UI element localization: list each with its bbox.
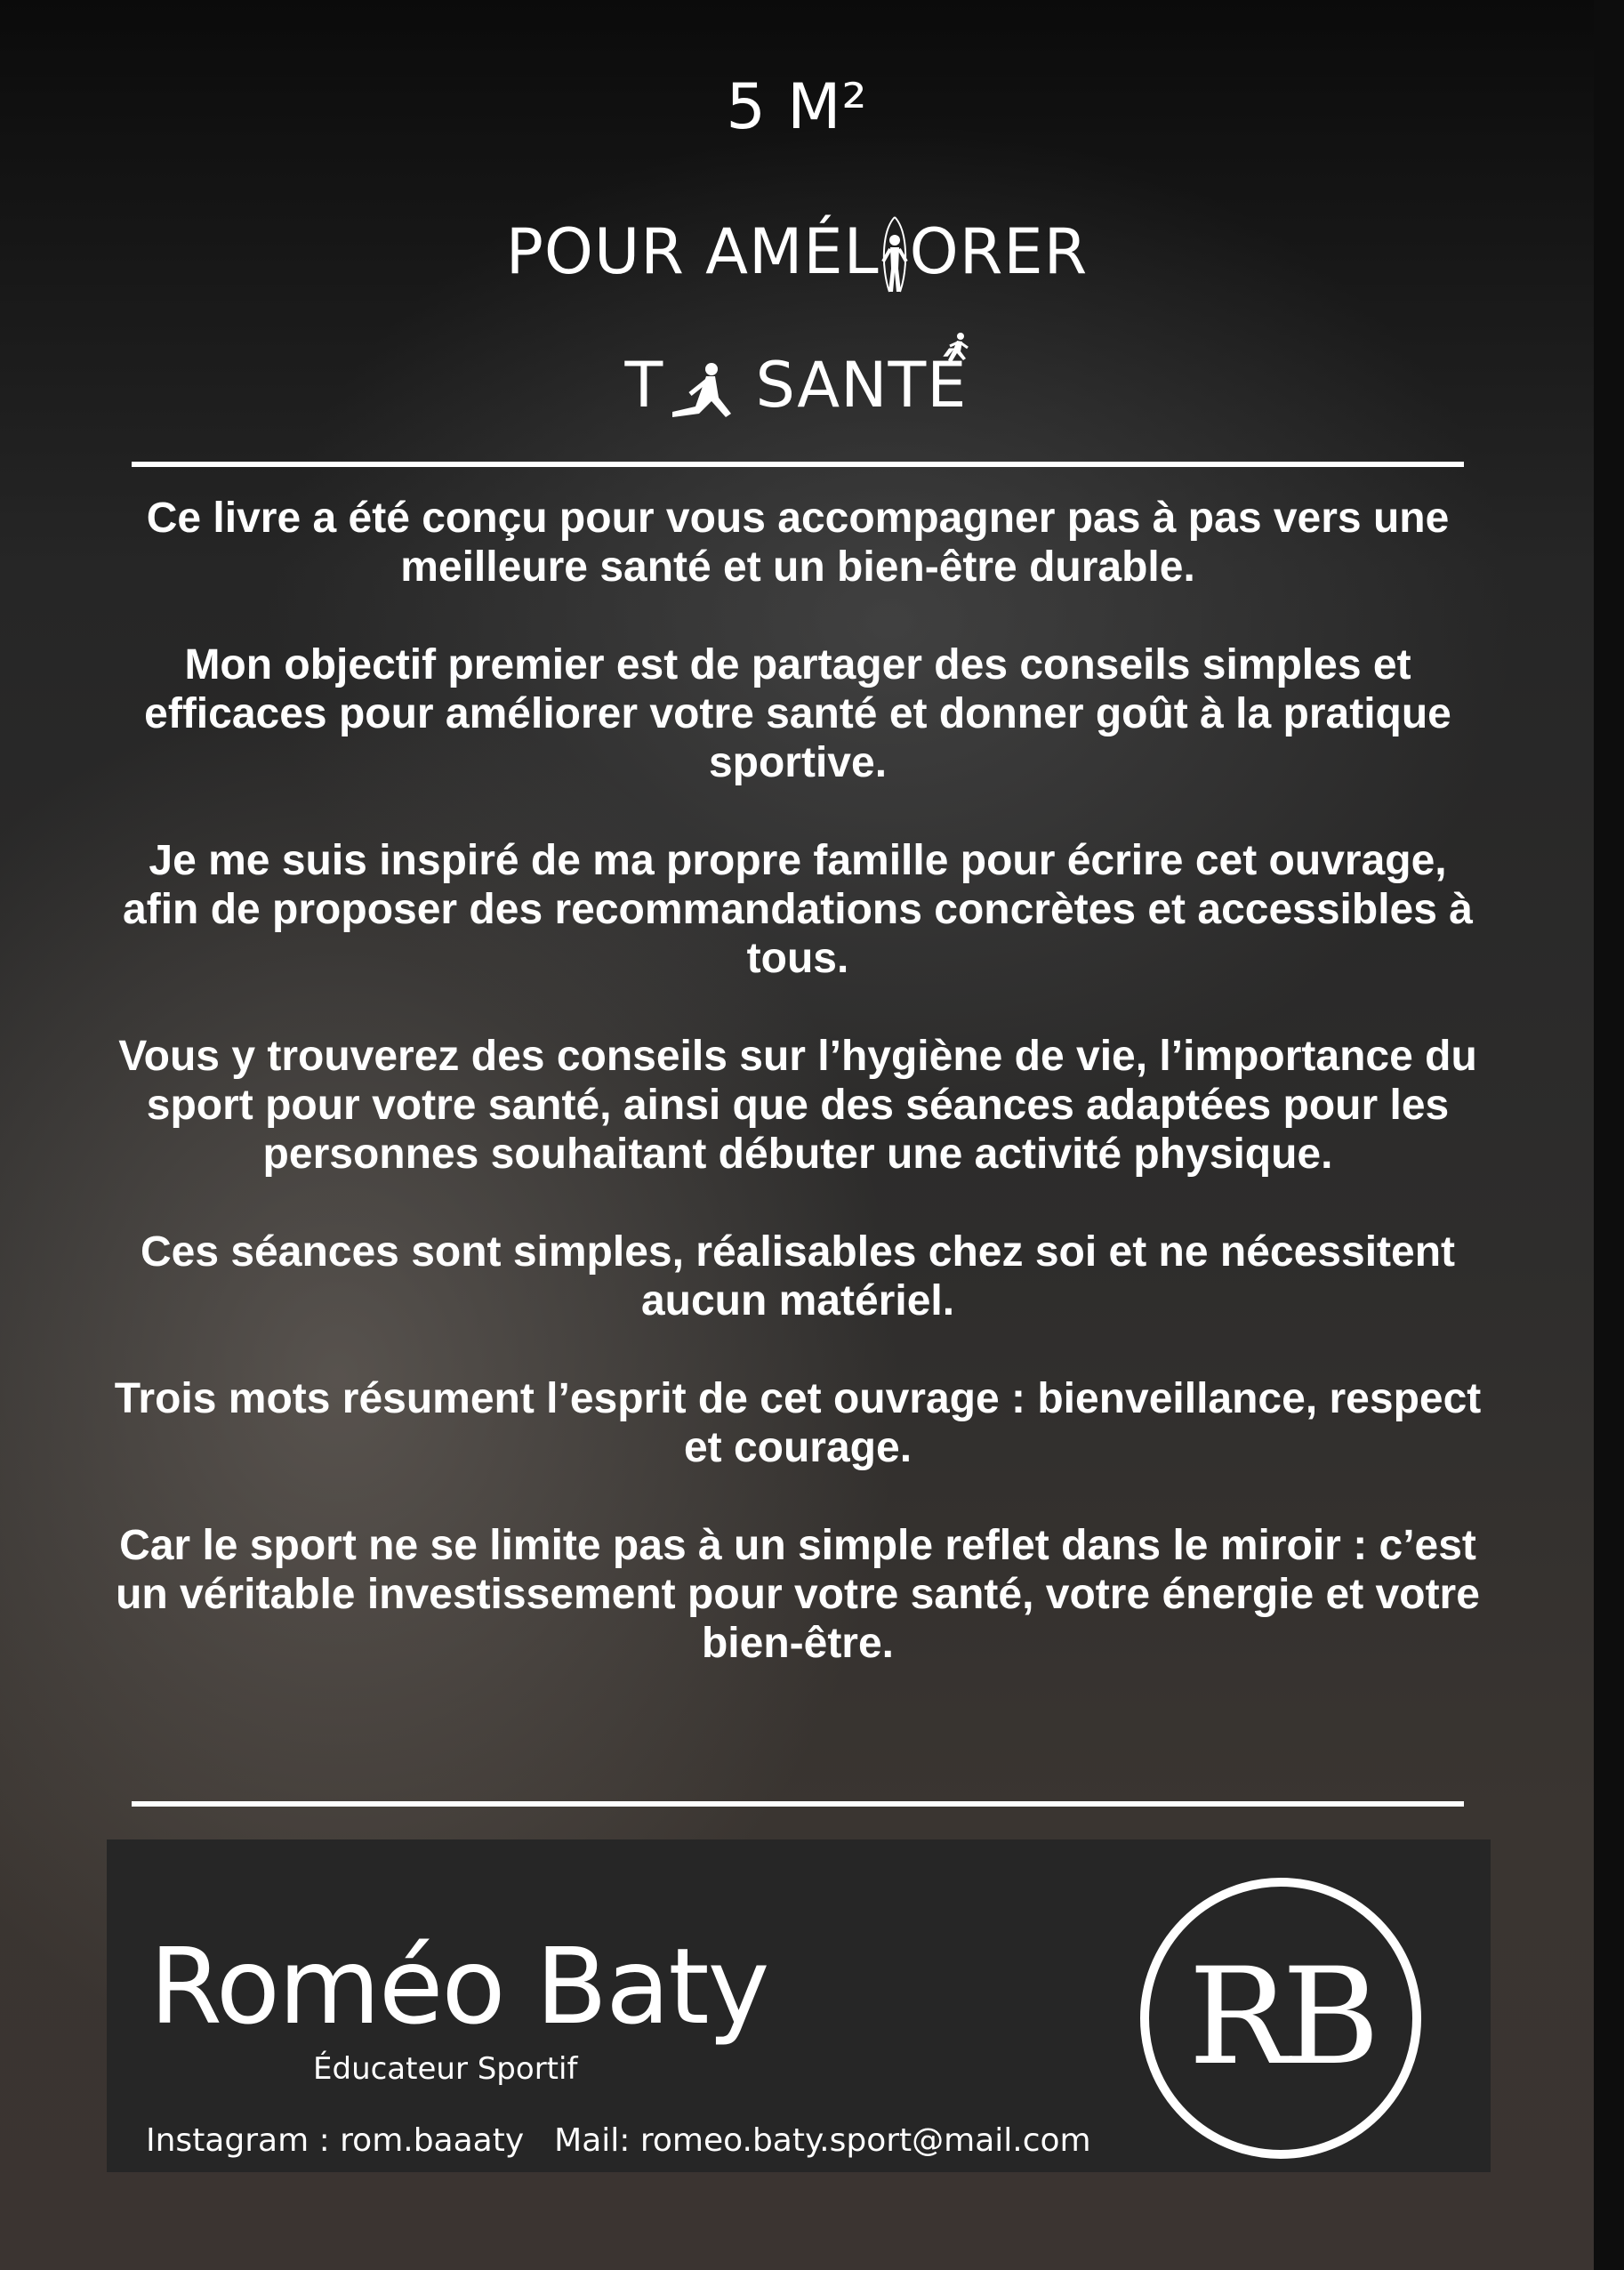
paragraph-7: Car le sport ne se limite pas à un simple reflet dans le miroir : c’est un véritable investissement pour votre santé, votre énergie et votre bien-être. xyxy=(116,1522,1480,1667)
title-line-3-end: SANTÉ xyxy=(755,349,968,422)
title-line-3 xyxy=(0,318,1594,452)
author-role: Éducateur Sportif xyxy=(313,2051,578,2087)
book-title xyxy=(0,53,1594,452)
description-text xyxy=(107,494,1489,1717)
top-divider xyxy=(132,462,1464,467)
paragraph-3: Je me suis inspiré de ma propre famille pour écrire cet ouvrage, afin de proposer des recommandations concrètes et accessibles à tous. xyxy=(123,837,1473,982)
bottom-divider xyxy=(132,1801,1464,1807)
email-address[interactable]: Mail: romeo.baty.sport@mail.com xyxy=(554,2122,1091,2159)
paragraph-5: Ces séances sont simples, réalisables chez soi et ne nécessitent aucun matériel. xyxy=(140,1228,1456,1324)
title-line-3-start: T xyxy=(624,349,664,422)
runner-figure-icon xyxy=(943,332,969,367)
right-edge-shadow xyxy=(1594,0,1624,2270)
paragraph-1: Ce livre a été conçu pour vous accompagner pas à pas vers une meilleure santé et un bien-être durable. xyxy=(146,495,1450,591)
rb-logo-icon xyxy=(1138,1876,1423,2161)
instagram-handle[interactable]: Instagram : rom.baaaty xyxy=(146,2122,525,2159)
title-line-2-end: ORER xyxy=(909,215,1089,288)
author-name: Roméo Baty xyxy=(149,1925,768,2048)
author-footer xyxy=(107,1839,1491,2172)
title-line-1: 5 M² xyxy=(726,70,868,143)
contact-info xyxy=(146,2122,1091,2159)
yoga-pose-figure-icon xyxy=(663,358,735,421)
paragraph-2: Mon objectif premier est de partager des conseils simples et efficaces pour améliorer votre santé et donner goût à la pratique sportive. xyxy=(144,641,1451,786)
paragraph-6: Trois mots résument l’esprit de cet ouvrage : bienveillance, respect et courage. xyxy=(114,1375,1482,1471)
paragraph-4: Vous y trouverez des conseils sur l’hygiène de vie, l’importance du sport pour votre santé, ainsi que des séances adaptées pour les personnes souhaitant débuter une activité physique. xyxy=(118,1033,1477,1178)
title-line-2 xyxy=(0,185,1594,318)
jump-rope-figure-icon xyxy=(880,213,910,299)
logo-monogram: RB xyxy=(1188,1940,1373,2095)
title-line-2-start: POUR AMÉL xyxy=(505,215,880,288)
